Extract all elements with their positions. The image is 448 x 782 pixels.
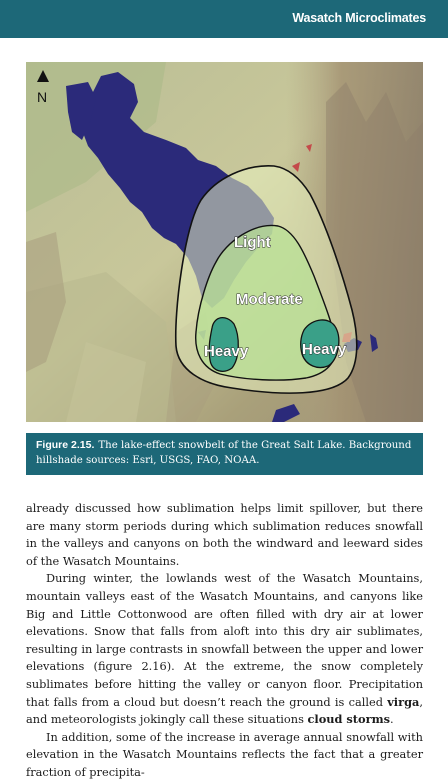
paragraph-3: In addition, some of the increase in average annual snowfall with elevation in the Wasatch Mountains reflects the fact that a greater fraction of precipita- [26, 729, 423, 779]
figure-caption-text: The lake-effect snowbelt of the Great Salt Lake. Background hillshade sources: Esri, USGS, FAO, NOAA. [36, 440, 412, 466]
paragraph-1: already discussed how sublimation helps limit spillover, but there are many storm periods during which sublimation reduces snowfall in the valleys and canyons on both the windward and leeward sides of the Wasatch Mountains. [26, 501, 423, 568]
body-text [26, 500, 423, 782]
term-virga: virga [387, 694, 420, 709]
light-zone-label: Light [234, 234, 271, 251]
moderate-zone-label: Moderate [236, 291, 303, 308]
page-header [0, 0, 448, 38]
north-label: N [37, 89, 48, 105]
paragraph-2: During winter, the lowlands west of the Wasatch Mountains, mountain valleys east of the Wasatch Mountains, and canyons like Big and Little Cottonwood are often filled with dry air at lower elevations. Snow that falls from aloft into this dry air sublimates, resulting in large contrasts in snowfall between the upper and lower elevations (figure 2.16). At the extreme, the snow completely sublimates before hitting the valley or canyon floor. Precipitation that falls from a cloud but doesn’t reach the ground is called virga, and meteorologists jokingly call these situations cloud storms. [26, 571, 423, 727]
running-header-title: Wasatch Microclimates [292, 11, 426, 25]
term-cloud-storms: cloud storms [307, 712, 390, 727]
heavy-east-zone-label: Heavy [302, 341, 347, 358]
heavy-west-zone-label: Heavy [204, 343, 249, 360]
figure-number: Figure 2.15. [36, 439, 95, 451]
snowbelt-map [26, 62, 423, 422]
figure-caption [26, 433, 423, 475]
